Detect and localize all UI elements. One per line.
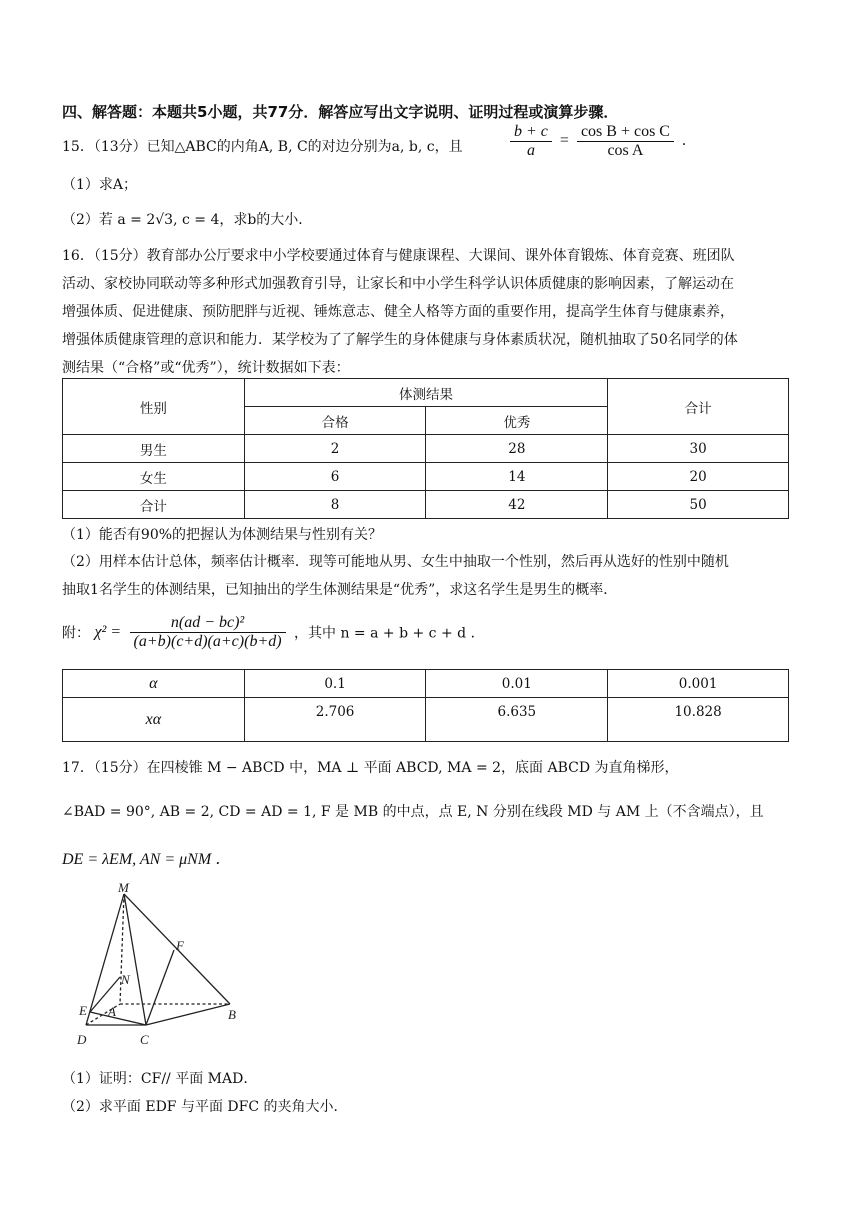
q15-equation: $\frac{b + c}{a}$ = $\frac{\text{cos B + cos C}}{\text{cos A}}$ . [506,123,686,160]
alpha-value: 0.01 [426,670,608,698]
alpha-value: 0.1 [244,670,426,698]
q15-intro: 15．（13分）已知△ABC的内角A, B, C的对边分别为a, b, c，且 [62,139,463,155]
q15-lhs-den: a [526,142,535,159]
header-pass: 合格 [244,407,426,435]
cell: 8 [244,491,426,519]
label-N: N [121,972,130,987]
cell: 28 [426,435,608,463]
x-value: 2.706 [244,698,426,742]
q16-part2-line2: 抽取1名学生的体测结果，已知抽出的学生体测结果是“优秀”，求这名学生是男生的概率． [62,582,618,598]
x-alpha-label: xα [63,698,245,742]
label-D: D [77,1032,87,1047]
cell: 男生 [63,435,245,463]
q15-part2: （2）若 a = 2√3, c = 4，求b的大小． [62,212,313,228]
contingency-table [62,378,789,519]
label-F: F [176,938,184,953]
chi-where: ，其中 n = a + b + c + d ． [294,625,485,642]
label-C: C [140,1032,149,1047]
q17-part2: （2）求平面 EDF 与平面 DFC 的夹角大小． [62,1099,348,1115]
q15-rhs-num: cos B + cos C [577,123,674,142]
chi-numerator: n(ad − bc)² [130,614,286,633]
critical-values-table [62,669,789,742]
header-excellent: 优秀 [426,407,608,435]
chi-denominator: (a+b)(c+d)(a+c)(b+d) [133,633,282,650]
edge-EC [90,1012,146,1025]
q17-line-1: 17．（15分）在四棱锥 M − ABCD 中，MA ⊥ 平面 ABCD, MA = 2，底面 ABCD 为直角梯形， [62,760,679,776]
x-value: 6.635 [426,698,608,742]
q17-line-3: DE = λEM, AN = μNM ． [62,851,232,868]
q15-rhs-den: cos A [607,142,644,159]
cell: 6 [244,463,426,491]
q15-intro-line [62,136,463,156]
cell: 50 [608,491,789,519]
cell: 20 [608,463,789,491]
table-row [63,463,789,491]
q16-line-5: 测结果（“合格”或“优秀”），统计数据如下表： [62,360,350,376]
label-M: M [118,880,129,895]
cell: 30 [608,435,789,463]
label-E: E [79,1003,87,1018]
cell: 2 [244,435,426,463]
cell: 42 [426,491,608,519]
cell: 14 [426,463,608,491]
q16-part2-line1: （2）用样本估计总体，频率估计概率．现等可能地从男、女生中抽取一个性别，然后再从选好的性别中随机 [62,554,729,570]
x-value: 10.828 [608,698,789,742]
q16-line-3: 增强体质、促进健康、预防肥胖与近视、锤炼意志、健全人格等方面的重要作用，提高学生体育与健康素养， [62,304,734,320]
edge-CB [146,1004,230,1025]
pyramid-figure [70,880,250,1055]
table-row [63,435,789,463]
edge-MA [120,894,124,1004]
header-result: 体测结果 [244,379,607,407]
appendix-label: 附： [62,625,90,642]
q16-part1: （1）能否有90%的把握认为体测结果与性别有关？ [62,527,383,543]
edge-MD [86,894,124,1025]
header-gender: 性别 [63,379,245,435]
section-heading: 四、解答题：本题共5小题，共77分．解答应写出文字说明、证明过程或演算步骤． [62,103,619,121]
table-row [63,491,789,519]
cell: 女生 [63,463,245,491]
label-B: B [228,1007,236,1022]
q16-line-4: 增强体质健康管理的意识和能力．某学校为了了解学生的身体健康与身体素质状况，随机抽取了50名同学的体 [62,332,738,348]
q16-line-2: 活动、家校协同联动等多种形式加强教育引导，让家长和中小学生科学认识体质健康的影响因素，了解运动在 [62,276,734,292]
q17-line-2: ∠BAD = 90°, AB = 2, CD = AD = 1, F 是 MB 的中点，点 E, N 分别在线段 MD 与 AM 上（不含端点），且 [62,804,764,820]
q15-part1: （1）求A； [62,177,138,193]
cell: 合计 [63,491,245,519]
edge-CF [146,950,174,1025]
header-total: 合计 [608,379,789,435]
q15-lhs-num: b + c [510,123,552,142]
q17-part1: （1）证明：CF// 平面 MAD． [62,1071,258,1087]
label-A: A [108,1004,116,1019]
q16-line-1: 16．（15分）教育部办公厅要求中小学校要通过体育与健康课程、大课间、课外体育锻炼、体育竞赛、班团队 [62,248,735,264]
alpha-value: 0.001 [608,670,789,698]
alpha-label: α [63,670,245,698]
chi-square-formula [62,614,485,651]
chi-lhs: χ² = [94,623,122,641]
